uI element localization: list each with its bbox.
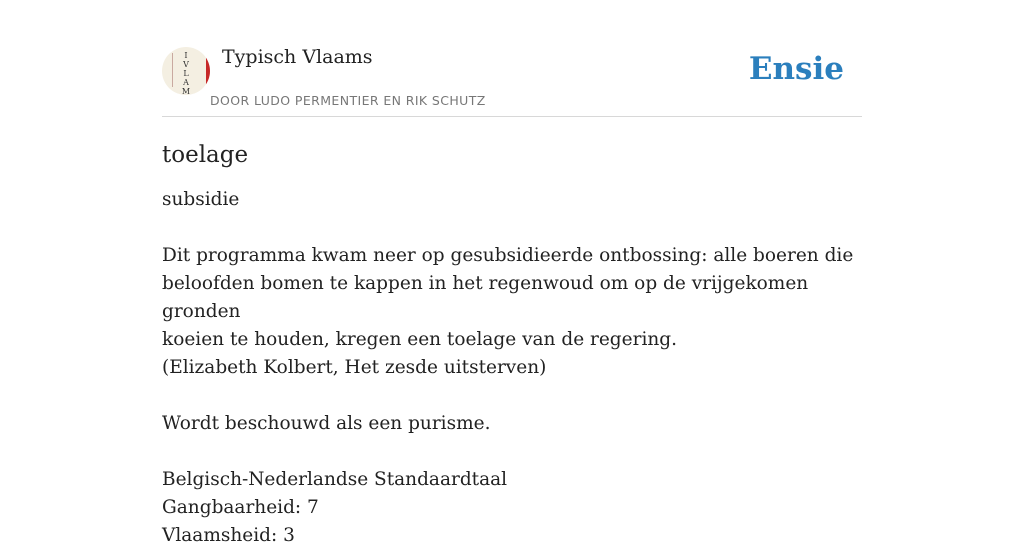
meta-gangbaarheid: Gangbaarheid: 7 (162, 497, 319, 518)
example-line: beloofden bomen te kappen in het regenwoud om op de vrijgekomen gronden (162, 273, 809, 322)
entry-example (162, 242, 862, 382)
avatar-letter: M (181, 87, 191, 95)
avatar-letter: V (183, 60, 189, 69)
entry-meta (162, 466, 862, 550)
meta-vlaamsheid: Vlaamsheid: 3 (162, 525, 295, 546)
avatar-letter: A (183, 78, 189, 87)
entry-content (162, 140, 862, 550)
avatar-logo-text (162, 47, 210, 95)
entry-term: toelage (162, 142, 249, 168)
entry-definition: subsidie (162, 189, 240, 210)
authors-byline: DOOR LUDO PERMENTIER EN RIK SCHUTZ (210, 93, 486, 108)
site-header (162, 44, 862, 117)
avatar-red-bar (206, 55, 210, 87)
example-line: koeien te houden, kregen een toelage van de regering. (162, 329, 678, 350)
site-title[interactable]: Typisch Vlaams (222, 46, 373, 68)
meta-register: Belgisch-Nederlandse Standaardtaal (162, 469, 508, 490)
example-source: (Elizabeth Kolbert, Het zesde uitsterven) (162, 357, 547, 378)
example-line: Dit programma kwam neer op gesubsidieerde ontbossing: alle boeren die (162, 245, 854, 266)
avatar[interactable] (162, 47, 210, 95)
avatar-letter: I (184, 51, 188, 60)
entry-note: Wordt beschouwd als een purisme. (162, 413, 491, 434)
brand-logo-link[interactable]: Ensie (748, 51, 844, 87)
avatar-letter: L (183, 69, 189, 78)
